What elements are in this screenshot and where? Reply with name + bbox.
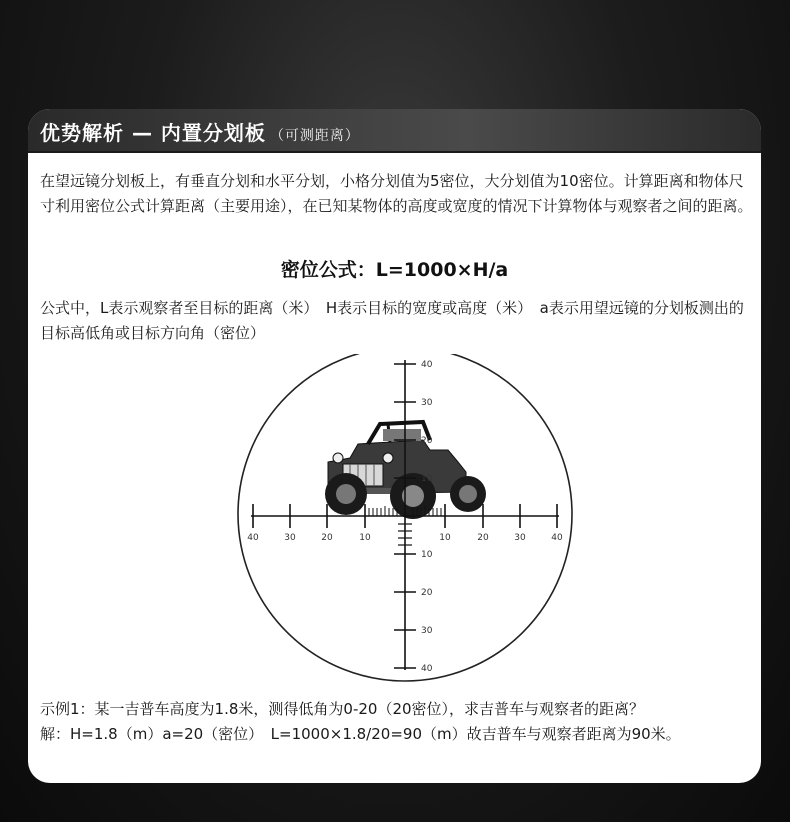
example-question: 示例1：某一吉普车高度为1.8米，测得低角为0-20（20密位），求吉普车与观察者的距离？: [40, 700, 645, 718]
example-answer: 解：H=1.8（m）a=20（密位） L=1000×1.8/20=90（m）故吉普车与观察者距离为90米。: [40, 725, 681, 743]
v-label: 10: [421, 474, 433, 484]
v-label: 20: [421, 588, 433, 598]
v-label: 20: [421, 436, 433, 446]
h-label: 40: [551, 533, 563, 543]
v-label: 10: [421, 550, 433, 560]
info-card: [28, 109, 761, 783]
header-subtitle: （可测距离）: [269, 128, 360, 144]
h-label: 30: [514, 533, 526, 543]
v-label: 40: [421, 664, 433, 674]
formula-heading: 密位公式：L=1000×H/a: [280, 259, 509, 281]
v-label: 40: [421, 360, 433, 370]
section-header: [28, 109, 761, 153]
h-label: 10: [439, 533, 451, 543]
h-label: 40: [247, 533, 259, 543]
v-label: 30: [421, 626, 433, 636]
intro-text: 在望远镜分划板上，有垂直分划和水平分划，小格分划值为5密位，大分划值为10密位。计算距离和物体尺寸利用密位公式计算距离（主要用途），在已知某物体的高度或宽度的情况下计算物体与观察者之间的距离。: [40, 172, 753, 215]
formula-explanation: 公式中，L表示观察者至目标的距离（米） H表示目标的宽度或高度（米） a表示用望远镜的分划板测出的目标高低角或目标方向角（密位）: [40, 299, 744, 342]
reticle-diagram: [28, 354, 761, 684]
h-label: 20: [477, 533, 489, 543]
h-label: 10: [359, 533, 371, 543]
header-title: [40, 117, 360, 146]
example-block: [40, 697, 755, 747]
h-label: 30: [284, 533, 296, 543]
h-label: 20: [321, 533, 333, 543]
v-label: 30: [421, 398, 433, 408]
header-title-text: 优势解析 — 内置分划板: [40, 121, 266, 145]
